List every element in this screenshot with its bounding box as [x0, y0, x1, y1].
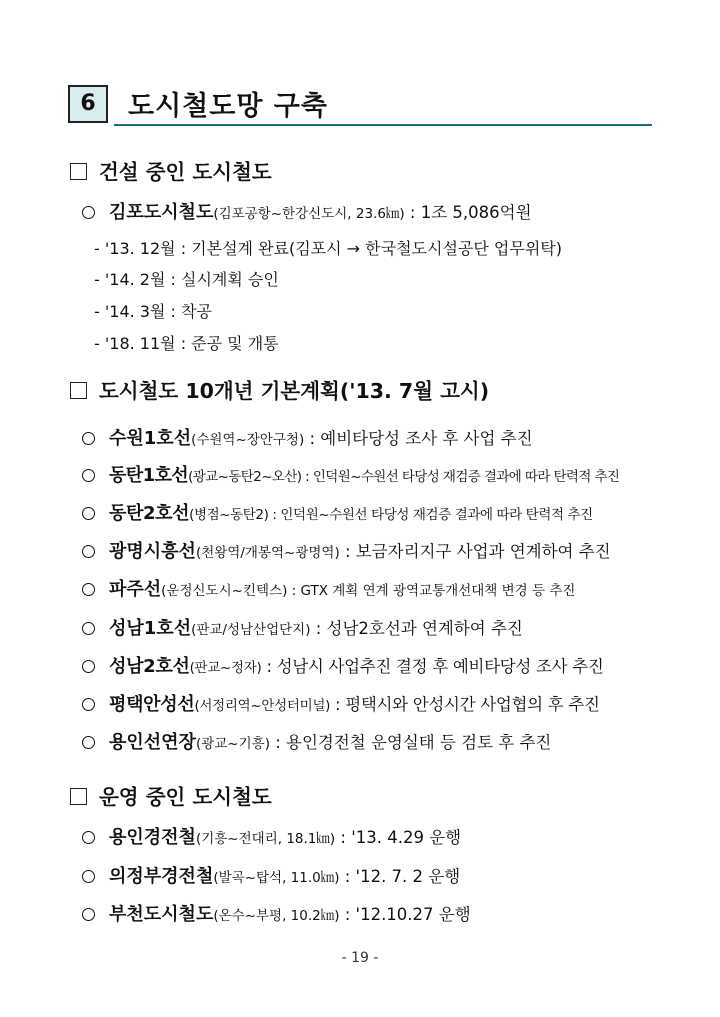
circle-bullet-icon: [82, 908, 95, 921]
circle-bullet-icon: [82, 507, 95, 520]
circle-bullet-icon: [82, 660, 95, 673]
milestone-item: - '14. 3월 : 착공: [94, 302, 212, 321]
line-name: 동탄2호선: [109, 503, 190, 524]
line-description: : 성남시 사업추진 결정 후 예비타당성 조사 추진: [261, 657, 604, 676]
line-name: 용인경전철: [109, 827, 196, 848]
list-item: [82, 198, 532, 224]
list-item: [82, 499, 593, 525]
line-name: 김포도시철도: [109, 202, 214, 223]
section-header: [68, 82, 652, 126]
line-name: 의정부경전철: [109, 866, 214, 887]
line-detail: (운정신도시~킨텍스): [161, 583, 288, 599]
line-name: 성남2호선: [109, 656, 190, 677]
line-detail: (기흥~전대리, 18.1㎞): [195, 831, 336, 847]
line-description: : 용인경전철 운영실태 등 검토 후 추진: [269, 733, 552, 752]
line-detail: (발곡~탑석, 11.0㎞): [213, 870, 340, 886]
square-bullet-icon: [70, 163, 87, 180]
subsection-heading: 도시철도 10개년 기본계획('13. 7월 고시): [70, 374, 489, 404]
line-detail: (판교~정자): [189, 660, 262, 676]
line-detail: (천왕역/개봉역~광명역): [195, 545, 340, 561]
circle-bullet-icon: [82, 432, 95, 445]
line-detail: (온수~부평, 10.2㎞): [213, 908, 340, 924]
line-name: 성남1호선: [109, 618, 192, 639]
subsection-heading: 운영 중인 도시철도: [70, 780, 272, 810]
list-item: [82, 900, 471, 926]
line-description: : 평택시와 안성시간 사업협의 후 추진: [330, 695, 600, 714]
line-name: 부천도시철도: [109, 904, 214, 925]
line-name: 평택안성선: [109, 694, 195, 715]
line-description: : 인덕원~수원선 타당성 재검증 결과에 따라 탄력적 추진: [301, 469, 620, 485]
list-item: [82, 823, 461, 849]
list-item: [82, 461, 619, 487]
list-item: [82, 690, 600, 716]
square-bullet-icon: [70, 382, 87, 399]
circle-bullet-icon: [82, 583, 95, 596]
subsection-heading: 건설 중인 도시철도: [70, 155, 272, 185]
list-item: [82, 614, 523, 640]
section-number: 6: [68, 85, 108, 123]
circle-bullet-icon: [82, 870, 95, 883]
line-description: : 성남2호선과 연계하여 추진: [310, 619, 523, 638]
milestone-item: - '13. 12월 : 기본설계 완료(김포시 → 한국철도시설공단 업무위탁): [94, 239, 562, 258]
line-detail: (수원역~장안구청): [191, 432, 305, 448]
line-detail: (광교~기흥): [195, 736, 270, 752]
line-description: : '12.10.27 운행: [339, 905, 471, 924]
milestone-item: - '18. 11월 : 준공 및 개통: [94, 334, 279, 353]
line-name: 파주선: [109, 579, 162, 600]
line-description: : 예비타당성 조사 후 사업 추진: [304, 429, 533, 448]
line-description: : '13. 4.29 운행: [335, 828, 462, 847]
line-detail: (김포공항~한강신도시, 23.6㎞): [213, 206, 405, 222]
section-title: 도시철도망 구축: [128, 91, 328, 122]
line-name: 용인선연장: [109, 732, 196, 753]
line-name: 동탄1호선: [109, 465, 189, 486]
line-description: : GTX 계획 연계 광역교통개선대책 변경 등 추진: [287, 583, 576, 599]
line-detail: (광교~동탄2~오산): [188, 469, 302, 485]
line-detail: (판교/성남산업단지): [191, 622, 311, 638]
circle-bullet-icon: [82, 206, 95, 219]
list-item: [82, 862, 460, 888]
list-item: [82, 652, 603, 678]
circle-bullet-icon: [82, 545, 95, 558]
line-name: 광명시흥선: [109, 541, 196, 562]
line-detail: (병점~동탄2): [189, 507, 269, 523]
title-underline: [114, 124, 652, 126]
square-bullet-icon: [70, 788, 87, 805]
circle-bullet-icon: [82, 469, 95, 482]
list-item: [82, 728, 551, 754]
circle-bullet-icon: [82, 622, 95, 635]
list-item: [82, 424, 533, 450]
circle-bullet-icon: [82, 736, 95, 749]
line-detail: (서정리역~안성터미널): [194, 698, 331, 714]
page-number: - 19 -: [341, 950, 379, 966]
list-item: [82, 575, 575, 601]
milestone-item: - '14. 2월 : 실시계획 승인: [94, 270, 279, 289]
line-description: : '12. 7. 2 운행: [339, 867, 461, 886]
line-name: 수원1호선: [109, 428, 192, 449]
circle-bullet-icon: [82, 831, 95, 844]
line-description: : 인덕원~수원선 타당성 재검증 결과에 따라 탄력적 추진: [268, 507, 593, 523]
circle-bullet-icon: [82, 698, 95, 711]
line-description: : 보금자리지구 사업과 연계하여 추진: [339, 542, 611, 561]
list-item: [82, 537, 611, 563]
line-description: : 1조 5,086억원: [404, 203, 532, 222]
